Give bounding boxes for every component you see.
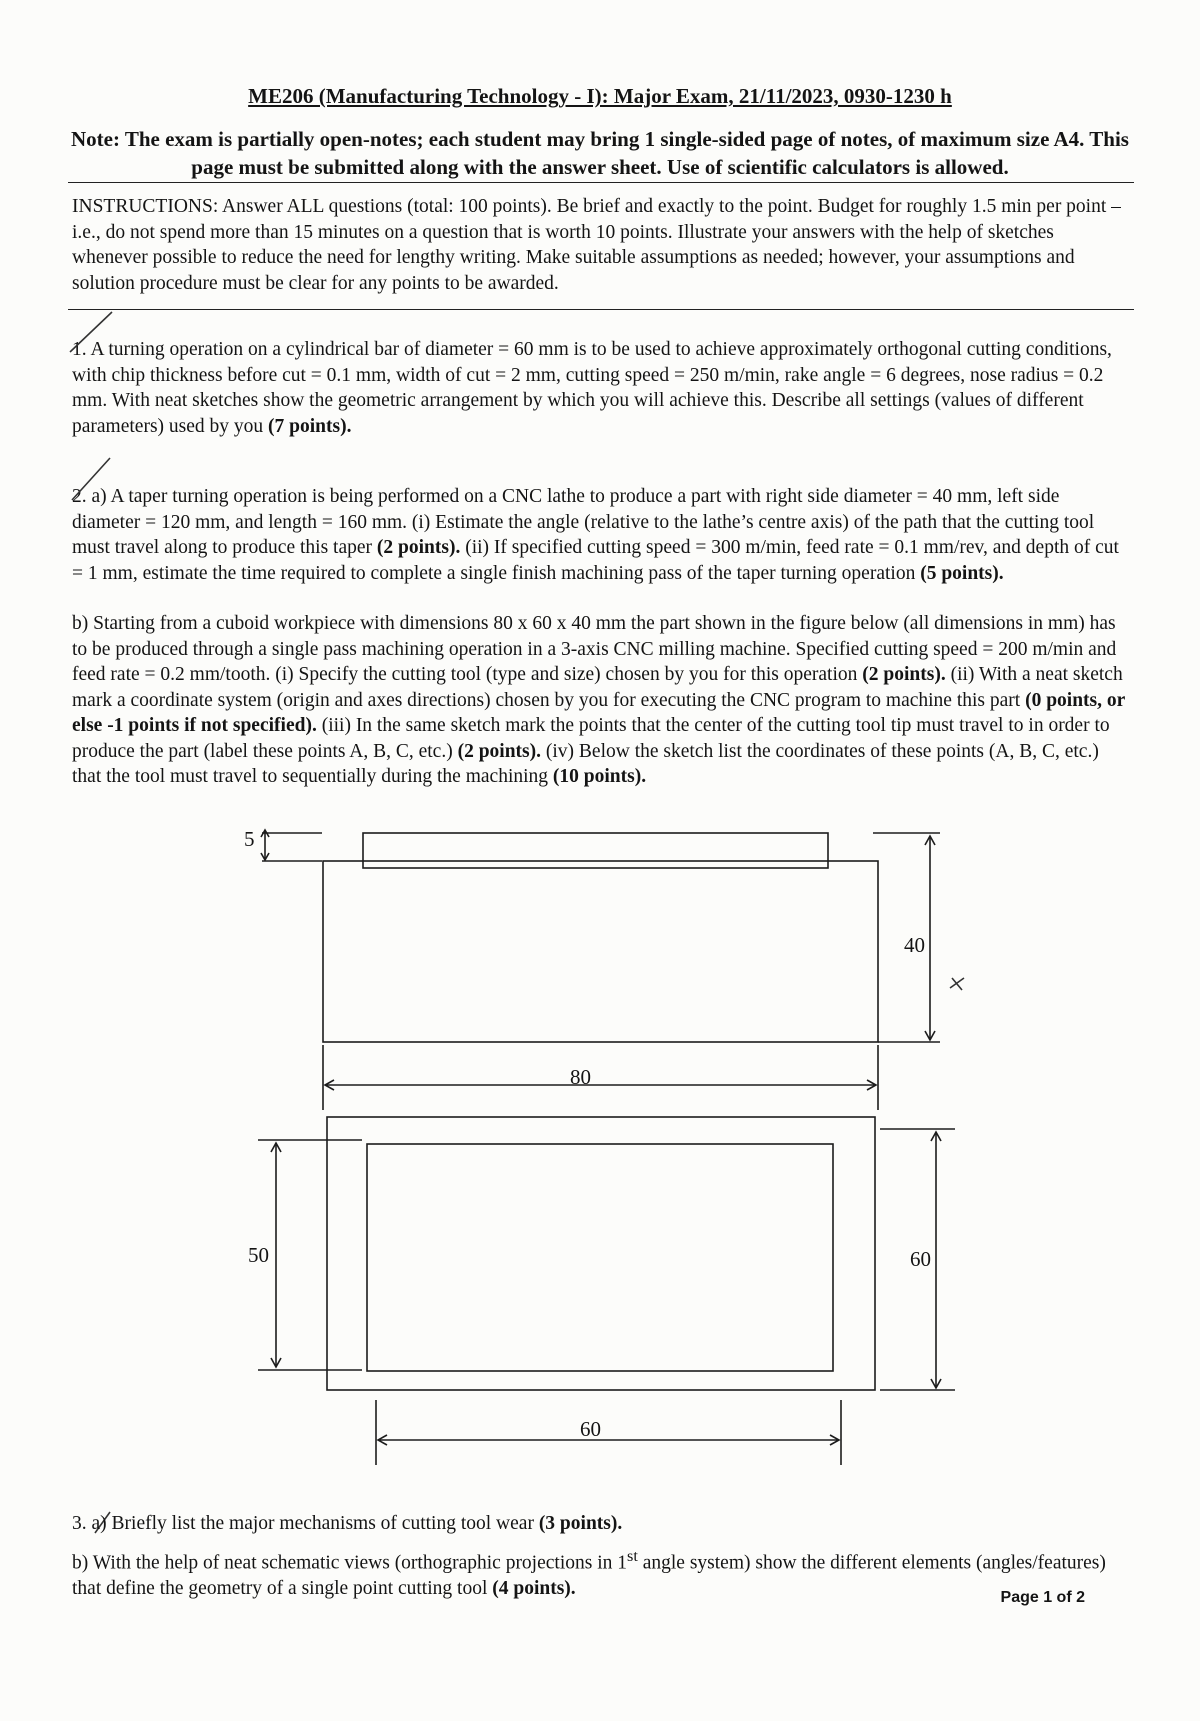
- dim-pocket-width-label: 50: [248, 1243, 269, 1267]
- instructions: INSTRUCTIONS: Answer ALL questions (total: 100 points). Be brief and exactly to the point. Budget for roughly 1.5 min per point – i.e., do not spend more than 15 minutes on a question that is worth 10 points. Illustrate your answers with the help of sketches whenever possible to reduce the need for lengthy writing. Make suitable assumptions as needed; however, your assumptions and solution procedure must be clear for any points to be awarded.: [72, 196, 1121, 294]
- question-3a-number: 3. a): [72, 1513, 107, 1534]
- exam-title: ME206 (Manufacturing Technology - I): Major Exam, 21/11/2023, 0930-1230 h: [248, 84, 952, 108]
- question-2b-points-2: (0 points, or else -1 points if not specified).: [72, 689, 1125, 736]
- dim-height-label: 40: [904, 933, 925, 957]
- question-3b-superscript: st: [627, 1547, 638, 1565]
- check-mark: [950, 978, 964, 990]
- question-1-text: A turning operation on a cylindrical bar of diameter = 60 mm is to be used to achieve approximately orthogonal cutting conditions, with chip thickness before cut = 0.1 mm, width of cut = 2 mm, cutting speed = 250 m/min, rake angle = 6 degrees, nose radius = 0.2 mm. With neat sketches show the geometric arrangement by which you will achieve this. Describe all settings (values of different parameters) used by you: [72, 339, 1112, 437]
- tick-mark-q2a: [72, 458, 110, 500]
- question-2b-points-1: (2 points).: [862, 664, 946, 685]
- top-view-outline: [327, 1117, 875, 1390]
- question-3b-text-2: angle system) show the different elements (angles/features) that define the geometry of a single point cutting tool: [72, 1552, 1106, 1599]
- question-2b-points-3: (2 points).: [457, 740, 542, 762]
- exam-note: Note: The exam is partially open-notes; each student may bring 1 single-sided page of notes, of maximum size A4. This page must be submitted along with the answer sheet. Use of scientific calculators is allowed.: [71, 127, 1129, 179]
- dim-pocket-length-label: 60: [580, 1417, 601, 1441]
- question-3a: [72, 1511, 1132, 1537]
- question-3b: [72, 1544, 1132, 1602]
- front-view-boss: [363, 833, 828, 868]
- question-2b-points-4: (10 points).: [552, 766, 647, 787]
- question-2b-text-4: (iv) Below the sketch list the coordinates of these points (A, B, C, etc.) that the tool must travel to sequentially during the machining: [72, 740, 1099, 787]
- dim-step-label: 5: [244, 827, 255, 851]
- question-2b-number: b): [72, 613, 89, 634]
- question-1-points: (7 points).: [268, 415, 352, 437]
- page-number: Page 1 of 2: [1000, 1589, 1085, 1606]
- dim-length-label: 80: [570, 1065, 591, 1089]
- question-2a-points-2: (5 points).: [920, 562, 1004, 584]
- question-2b-text-2: (ii) With a neat sketch mark a coordinate system (origin and axes directions) chosen by you for executing the CNC program to machine this part: [72, 664, 1123, 711]
- top-view-pocket: [367, 1144, 833, 1371]
- question-3b-number: b): [72, 1552, 89, 1574]
- front-view-base: [323, 861, 878, 1042]
- dim-width-label: 60: [910, 1247, 931, 1271]
- question-3b-points: (4 points).: [492, 1578, 576, 1599]
- question-3a-points: (3 points).: [538, 1513, 623, 1534]
- tick-mark-q1: [70, 312, 112, 352]
- question-1-number: 1.: [72, 339, 87, 360]
- question-3a-text: Briefly list the major mechanisms of cutting tool wear: [111, 1513, 534, 1534]
- question-2a-points-1: (2 points).: [376, 537, 461, 558]
- question-3b-text-1: With the help of neat schematic views (orthographic projections in 1: [92, 1552, 628, 1574]
- question-2a-number: 2. a): [72, 486, 107, 507]
- question-2b-text-1: Starting from a cuboid workpiece with dimensions 80 x 60 x 40 mm the part shown in the figure below (all dimensions in mm) has to be produced through a single pass machining operation in a 3-axis CNC milling machine. Specified cutting speed = 200 m/min and feed rate = 0.2 mm/tooth. (i) Specify the cutting tool (type and size) chosen by you for this operation: [72, 613, 1117, 685]
- question-2a-text-1: A taper turning operation is being performed on a CNC lathe to produce a part with right side diameter = 40 mm, left side diameter = 120 mm, and length = 160 mm. (i) Estimate the angle (relative to the lathe’s centre axis) of the path that the cutting tool must travel along to produce this taper: [72, 486, 1095, 558]
- question-2a-text-2: (ii) If specified cutting speed = 300 m/min, feed rate = 0.1 mm/rev, and depth of cut = 1 mm, estimate the time required to complete a single finish machining pass of the taper turning operation: [72, 537, 1119, 584]
- question-2b-text-3: (iii) In the same sketch mark the points that the center of the cutting tool tip must travel to in order to produce the part (label these points A, B, C, etc.): [72, 715, 1110, 762]
